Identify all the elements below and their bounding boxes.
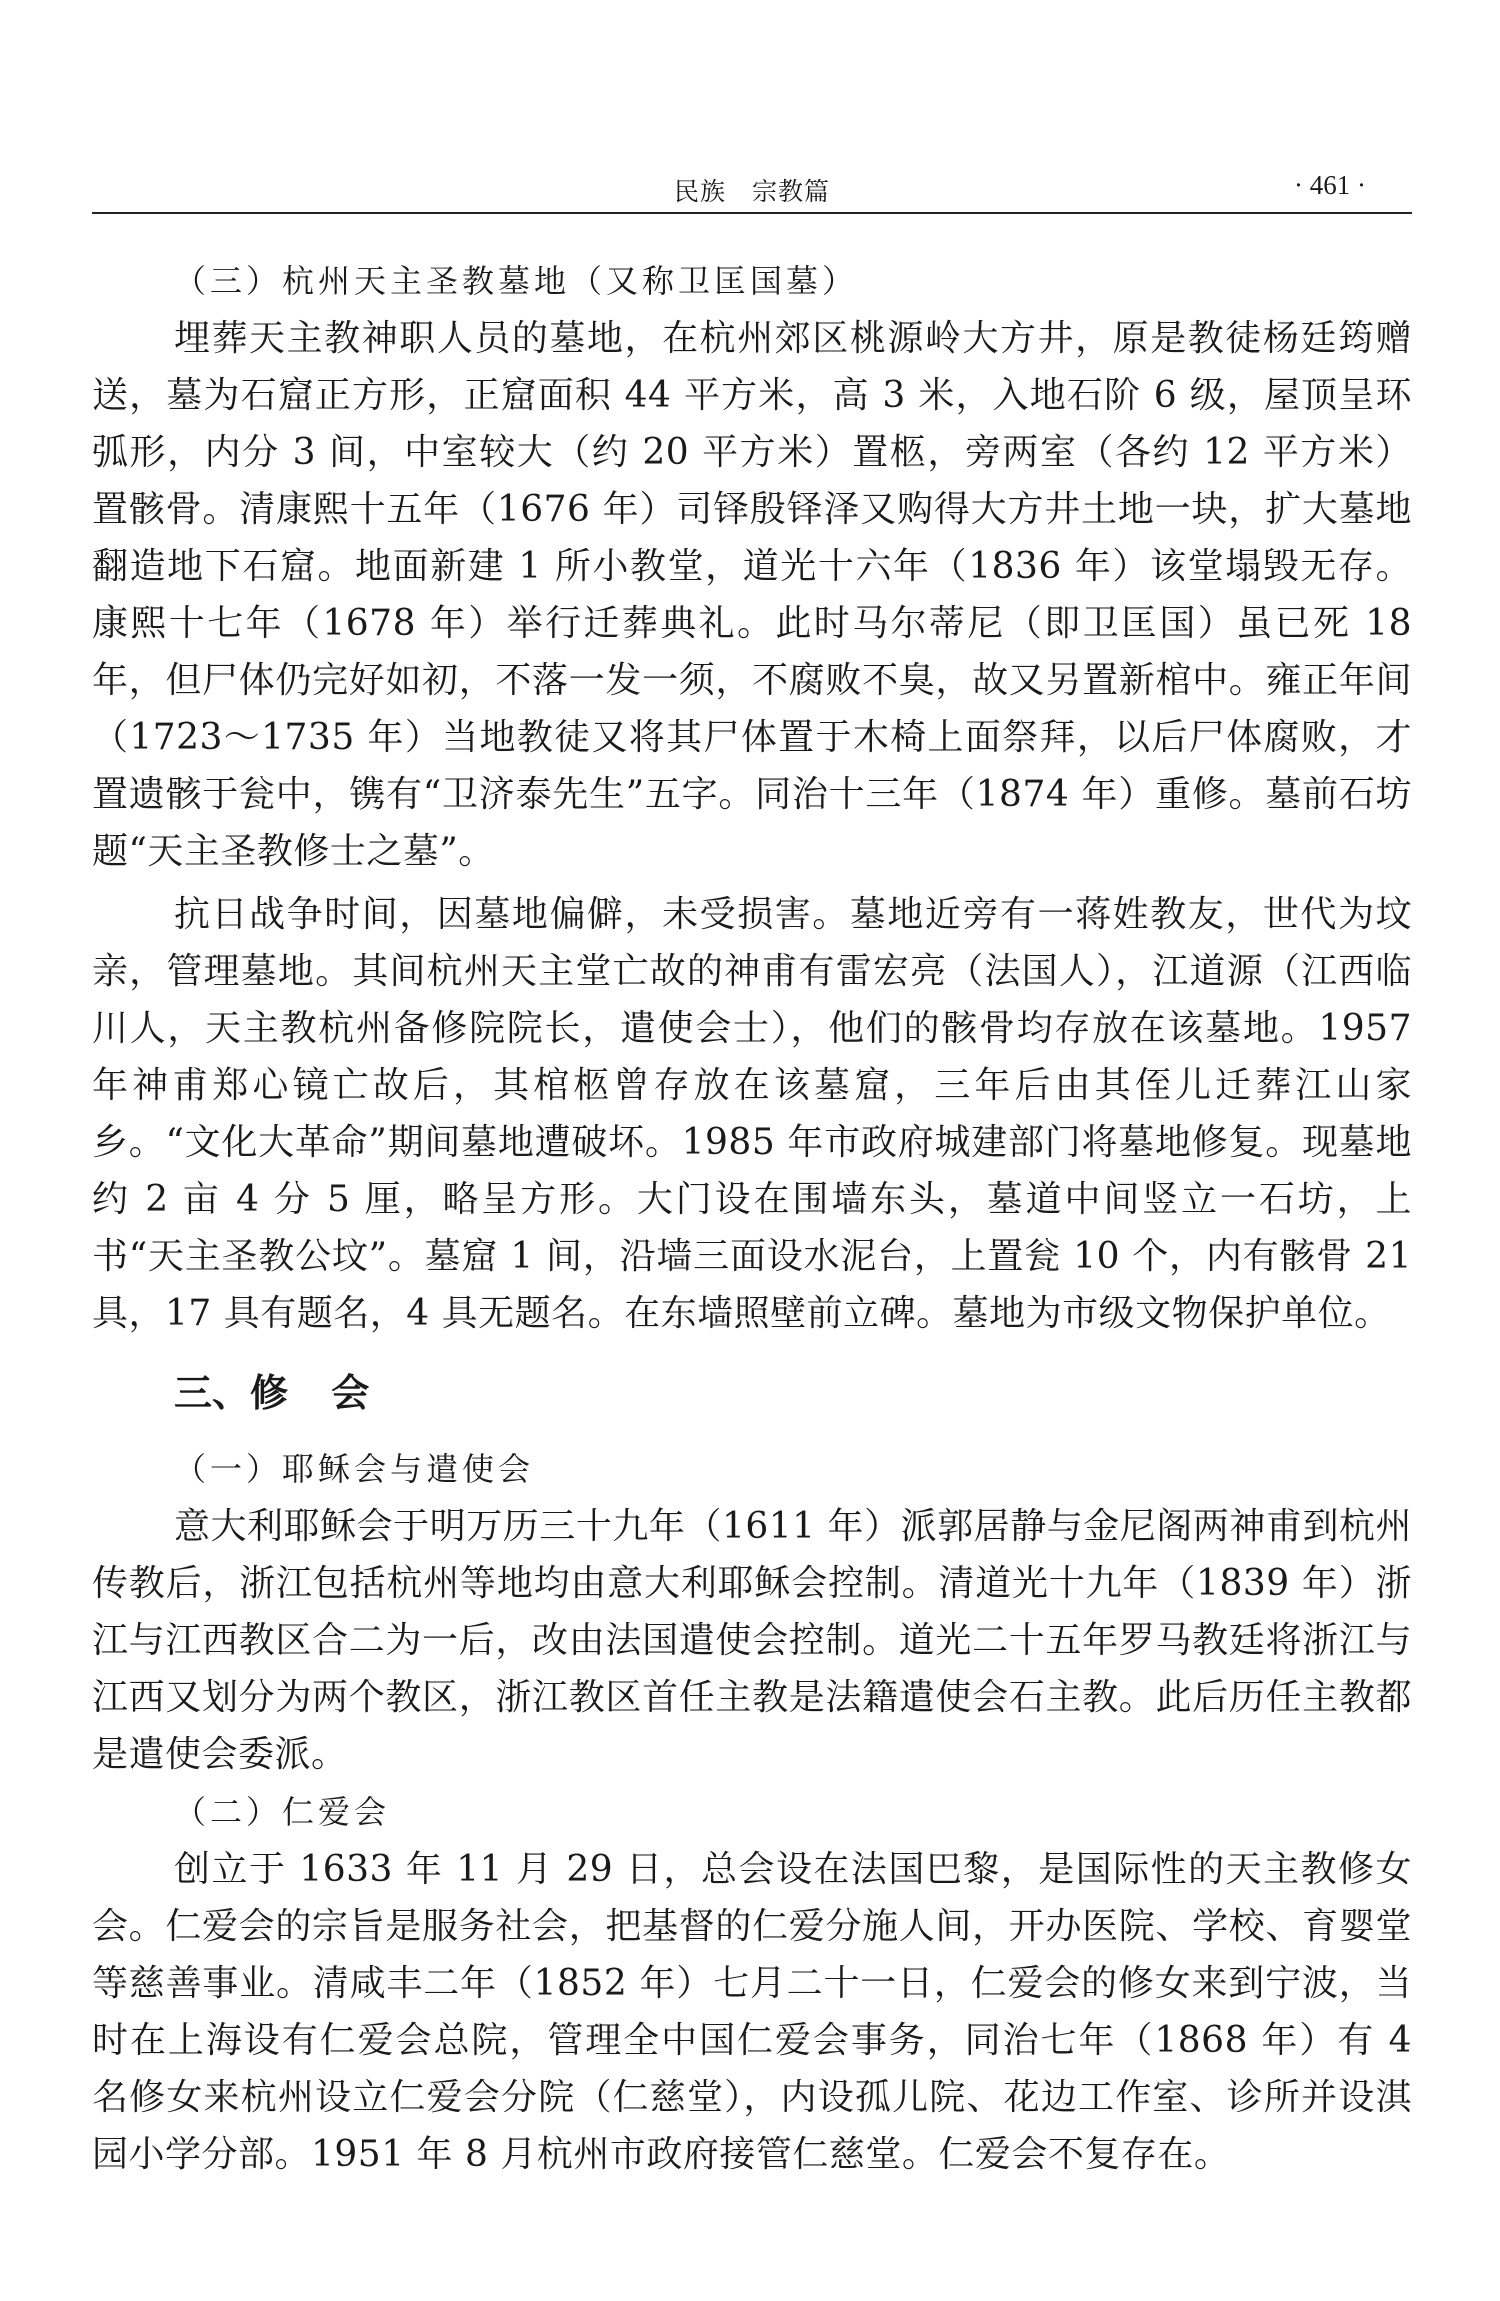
paragraph-cemetery-history: 埋葬天主教神职人员的墓地，在杭州郊区桃源岭大方井，原是教徒杨廷筠赠送，墓为石窟正方形，正窟面积 44 平方米，高 3 米，入地石阶 6 级，屋顶呈环弧形，内分 3 间，中室较大（约 20 平方米）置柩，旁两室（各约 12 平方米）置骸骨。清康熙十五年（1676 年）司铎殷铎泽又购得大方井土地一块，扩大墓地翻造地下石窟。地面新建 1 所小教堂，道光十六年（1836 年）该堂塌毁无存。康熙十七年（1678 年）举行迁葬典礼。此时马尔蒂尼（即卫匡国）虽已死 18 年，但尸体仍完好如初，不落一发一须，不腐败不臭，故又另置新棺中。雍正年间（1723～1735 年）当地教徒又将其尸体置于木椅上面祭拜，以后尸体腐败，才置遗骸于瓮中，镌有“卫济泰先生”五字。同治十三年（1874 年）重修。墓前石坊题“天主圣教修士之墓”。 (92, 318, 1412, 872)
subsection-heading-daughters-of-charity: （二）仁爱会 (174, 1793, 391, 1831)
page-body (92, 252, 1412, 2183)
paragraph-daughters-of-charity: 创立于 1633 年 11 月 29 日，总会设在法国巴黎，是国际性的天主教修女会。仁爱会的宗旨是服务社会，把基督的仁爱分施人间，开办医院、学校、育婴堂等慈善事业。清咸丰二年（1852 年）七月二十一日，仁爱会的修女来到宁波，当时在上海设有仁爱会总院，管理全中国仁爱会事务，同治七年（1868 年）有 4 名修女来杭州设立仁爱会分院（仁慈堂），内设孤儿院、花边工作室、诊所并设淇园小学分部。1951 年 8 月杭州市政府接管仁慈堂。仁爱会不复存在。 (92, 1849, 1412, 2175)
paragraph-jesuits: 意大利耶稣会于明万历三十九年（1611 年）派郭居静与金尼阁两神甫到杭州传教后，浙江包括杭州等地均由意大利耶稣会控制。清道光十九年（1839 年）浙江与江西教区合二为一后，改由法国遣使会控制。道光二十五年罗马教廷将浙江与江西又划分为两个教区，浙江教区首任主教是法籍遣使会石主教。此后历任主教都是遣使会委派。 (92, 1506, 1412, 1775)
section-heading-orders: 三、修 会 (174, 1371, 370, 1415)
paragraph-cemetery-modern: 抗日战争时间，因墓地偏僻，未受损害。墓地近旁有一蒋姓教友，世代为坟亲，管理墓地。其间杭州天主堂亡故的神甫有雷宏亮（法国人），江道源（江西临川人，天主教杭州备修院院长，遣使会士），他们的骸骨均存放在该墓地。1957 年神甫郑心镜亡故后，其棺柩曾存放在该墓窟，三年后由其侄儿迁葬江山家乡。“文化大革命”期间墓地遭破坏。1985 年市政府城建部门将墓地修复。现墓地约 2 亩 4 分 5 厘，略呈方形。大门设在围墙东头，墓道中间竖立一石坊，上书“天主圣教公坟”。墓窟 1 间，沿墙三面设水泥台，上置瓮 10 个，内有骸骨 21 具，17 具有题名，4 具无题名。在东墙照壁前立碑。墓地为市级文物保护单位。 (92, 894, 1412, 1334)
page-number: · 461 · (1294, 170, 1366, 200)
running-header (92, 168, 1412, 214)
subsection-heading-cemetery: （三）杭州天主圣教墓地（又称卫匡国墓） (174, 262, 859, 300)
header-title: 民族 宗教篇 (673, 177, 830, 206)
subsection-heading-jesuits: （一）耶稣会与遣使会 (174, 1450, 535, 1488)
